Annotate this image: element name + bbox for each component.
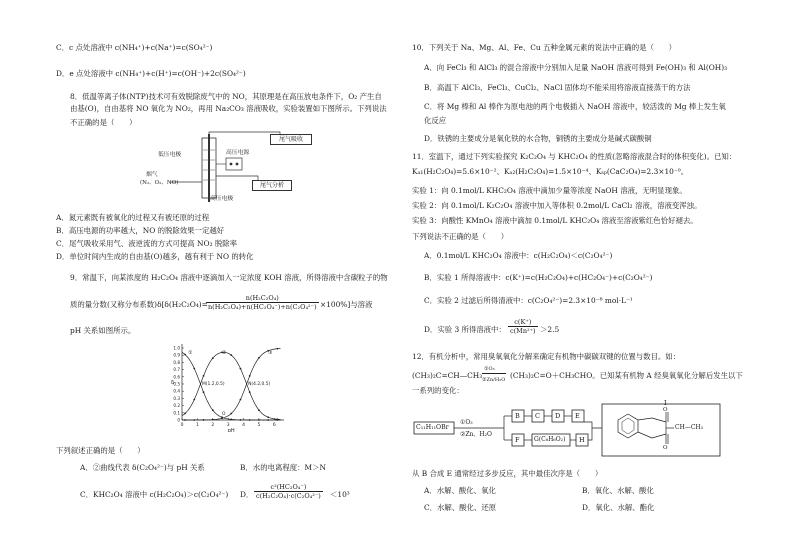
- compound-i: I: [664, 399, 667, 407]
- low-voltage-electrode-label: 低压电极: [158, 152, 182, 158]
- q12-reaction-scheme: [412, 398, 742, 460]
- chart-x-tick-label: 4: [242, 423, 245, 428]
- q12-reaction-arrow: [482, 373, 506, 374]
- q11-option-d-suffix: ＞2.5: [540, 325, 560, 334]
- chart-point-m-label: M(1.2,0.5): [202, 382, 225, 387]
- compound-f: F: [515, 436, 520, 444]
- compound-g: G(C₈H₆O₂): [534, 436, 566, 443]
- compound-b: B: [515, 412, 520, 420]
- q9-option-a: A．②曲线代表 δ(C₂O₄²⁻)与 pH 关系: [80, 463, 205, 472]
- compound-i-oxygen-bottom: O: [663, 445, 668, 451]
- q12-option-d: D．氧化、水解、酯化: [582, 503, 655, 512]
- q9-option-c: C．KHC₂O₄ 溶液中 c(H₂C₂O₄)＞c(C₂O₄²⁻): [80, 490, 229, 499]
- scheme-step-zinc: ②Zn、H₂O: [460, 431, 492, 438]
- q8-option-d: D．单位时间内生成的自由基(O)越多，越有利于 NO 的转化: [56, 252, 254, 261]
- q9-chart-svg: [168, 342, 288, 432]
- chart-y-tick-label: 0.7: [173, 367, 180, 373]
- q9-distribution-chart: [168, 342, 288, 432]
- q11-option-c: C．实验 2 过滤后所得清液中：c(C₂O₄²⁻)=2.3×10⁻⁸ mol·L⁻¹: [424, 296, 633, 305]
- chart-point: [212, 357, 214, 359]
- chart-y-axis-label: δ: [171, 380, 175, 386]
- q8-option-b: B．高压电源的功率越大，NO 的脱除效果一定越好: [56, 226, 225, 235]
- q10-option-c1: C．将 Mg 棒和 Al 棒作为原电池的两个电极插入 NaOH 溶液中，较活泼的 Mg 棒上发生氧: [424, 102, 726, 111]
- chart-point: [184, 419, 186, 421]
- chart-y-tick-label: 0.8: [173, 359, 180, 365]
- chart-x-tick-label: 3: [226, 423, 230, 428]
- chart-x-axis-label: pH: [227, 428, 235, 432]
- q12-question: 从 B 合成 E 通常经过多步反应，其中最佳次序是（ ）: [412, 469, 603, 478]
- q10-option-c2: 化反应: [424, 116, 447, 125]
- q8-stem-line2: 由基(O)，自由基将 NO 氧化为 NO₂，再用 Na₂CO₃ 溶液吸收，实验装置如下图所示。下列说法: [70, 104, 387, 113]
- chart-y-tick-label: 0.5: [173, 381, 180, 387]
- q9-d-denominator: c(H₂C₂O₄)·c(C₂O₄²⁻): [256, 492, 321, 500]
- chart-point-o-label: O: [222, 411, 226, 417]
- q8-option-a: A．氮元素既有被氧化的过程又有被还原的过程: [56, 213, 210, 222]
- chart-point: [240, 399, 242, 401]
- tail-gas-absorption-box: 尾气吸收: [270, 134, 312, 145]
- q9-delta-numerator: n(H₂C₂O₄): [206, 294, 319, 303]
- q11-d-denominator: c(Mn²⁺): [510, 327, 536, 335]
- chart-y-tick-label: 0: [177, 417, 180, 423]
- chart-point: [249, 419, 251, 421]
- chart-x-tick-label: 6: [272, 423, 276, 428]
- chart-curve-1-label: ①: [188, 349, 193, 356]
- chart-x-tick-label: 1: [195, 423, 199, 428]
- compound-c: C: [535, 412, 540, 420]
- chart-y-tick-label: 0.3: [173, 395, 180, 401]
- chart-x-tick-label: 2: [211, 423, 215, 428]
- chart-point: [184, 413, 186, 415]
- chart-point: [267, 419, 269, 421]
- q11-experiment-3: 实验 3：向酸性 KMnO₄ 溶液中滴加 0.1mol/L KHC₂O₄ 溶液至溶液紫红色恰好褪去。: [412, 216, 698, 225]
- chart-point: [193, 368, 195, 370]
- chart-point: [249, 391, 251, 393]
- chart-point: [212, 409, 214, 411]
- hv-electrode-label: 高压电极: [210, 196, 234, 202]
- chart-point: [240, 368, 242, 370]
- q9-stem-line2b: ×100%]与溶液: [320, 300, 373, 309]
- chart-point: [203, 391, 205, 393]
- compound-d: D: [555, 412, 561, 420]
- q9-stem-line3: pH 关系如图所示。: [70, 326, 136, 335]
- exhaust-gas-composition: (N₂、O₂、NO): [140, 180, 179, 186]
- compound-h: H: [579, 436, 585, 444]
- q12-example-reactant: (CH₃)₂C=CH—CH₃: [412, 371, 483, 380]
- chart-point: [203, 375, 205, 377]
- chart-point: [193, 399, 195, 401]
- hv-power-label: 高压电源: [226, 150, 250, 156]
- chart-x-tick-label: 0: [180, 423, 184, 428]
- q9-option-d-prefix: D．: [240, 490, 254, 499]
- q10-stem: 10．下列关于 Na、Mg、Al、Fe、Cu 五种金属元素的说法中正确的是（ ）: [412, 43, 677, 52]
- chart-x-tick-label: 5: [257, 423, 261, 428]
- q9-d-numerator: c²(HC₂O₄⁻): [254, 483, 323, 492]
- q12-arrow-bottom: ②Zn/H₂O: [482, 377, 506, 383]
- q9-option-d-suffix: ＜10³: [330, 490, 350, 499]
- chart-y-tick-label: 0.1: [173, 410, 180, 416]
- q8-option-c: C．尾气吸收采用气、液逆流的方式可提高 NO₂ 脱除率: [56, 239, 238, 248]
- q10-option-b: B．高温下 AlCl₃、FeCl₃、CuCl₂、NaCl 固体均不能采用将溶液直接蒸干的方法: [424, 83, 691, 92]
- chart-y-tick-label: 0.6: [173, 374, 180, 380]
- q9-option-d-fraction: [254, 483, 323, 500]
- tail-gas-analysis-box: 尾气分析: [252, 180, 292, 191]
- chart-point: [212, 419, 214, 421]
- chart-point: [221, 417, 223, 419]
- q11-experiment-2: 实验 2：向 0.1mol/L K₂C₂O₄ 溶液中加入等体积 0.2mol/L CaCl₂ 溶液，溶液变浑浊。: [412, 201, 702, 210]
- q7-option-d: D．e 点处溶液中 c(NH₄⁺)+c(H⁺)=c(OH⁻)+2c(SO₄²⁻): [56, 69, 246, 78]
- chart-point: [249, 375, 251, 377]
- q12-option-c: C．水解、酸化、还原: [424, 503, 497, 512]
- q8-stem-line1: 8．低温等离子体(NTP)技术可有效脱除废气中的 NO，其原理是在高压放电条件下，O₂ 产生自: [70, 92, 382, 101]
- q9-delta-denominator: n(H₂C₂O₄)+n(HC₂O₄⁻)+n(C₂O₄²⁻): [208, 303, 317, 311]
- compound-i-oxygen-top: O: [663, 407, 668, 413]
- chart-point: [267, 416, 269, 418]
- compound-i-side-chain: CH—CH₃: [675, 424, 704, 431]
- chart-y-tick-label: 0.2: [173, 403, 180, 409]
- q7-option-c: C．c 点处溶液中 c(NH₄⁺)+c(Na⁺)=c(SO₄²⁻): [56, 43, 213, 52]
- chart-point: [230, 418, 232, 420]
- q11-option-b: B．实验 1 所得溶液中：c(K⁺)=c(H₂C₂O₄)+c(HC₂O₄⁻)+c(C₂O₄²⁻): [424, 273, 653, 282]
- q12-arrow-top: ①O₃: [484, 366, 495, 372]
- q9-option-b: B．水的电离程度：M＞N: [240, 463, 326, 472]
- q12-example-products: (CH₃)₂C=O＋CH₃CHO。已知某有机物 A 经臭氧氧化分解后发生以下: [510, 371, 743, 380]
- q11-option-d-prefix: D．实验 3 所得溶液中：: [424, 325, 506, 334]
- chart-y-tick-label: 0.4: [173, 388, 180, 394]
- q8-apparatus-figure: [140, 130, 340, 210]
- chart-point: [276, 418, 278, 420]
- chart-point: [203, 419, 205, 421]
- q9-delta-fraction: [206, 294, 319, 311]
- chart-y-tick-label: 1.0: [173, 345, 180, 351]
- q11-option-a: A．0.1mol/L KHC₂O₄ 溶液中：c(H₂C₂O₄)＜c(C₂O₄²⁻): [424, 251, 613, 260]
- chart-y-tick-label: 0.9: [173, 352, 180, 358]
- q11-experiment-1: 实验 1：向 0.1mol/L KHC₂O₄ 溶液中滴加少量等浓度 NaOH 溶液，无明显现象。: [412, 186, 687, 195]
- chart-curve-2-label: ②: [222, 349, 227, 356]
- q11-question: 下列说法不正确的是（ ）: [412, 232, 509, 241]
- chart-point: [276, 348, 278, 350]
- chart-point: [230, 413, 232, 415]
- chart-point: [193, 419, 195, 421]
- scheme-step-ozone: ①O₃: [460, 419, 473, 426]
- chart-point: [258, 419, 260, 421]
- chart-point: [258, 409, 260, 411]
- q9-stem-line1: 9．常温下，向某浓度的 H₂C₂O₄ 溶液中逐滴加入一定浓度 KOH 溶液，所得溶液中含碳粒子的物: [70, 273, 388, 282]
- q9-question: 下列叙述正确的是（ ）: [56, 446, 145, 455]
- chart-point: [184, 354, 186, 356]
- compound-e: E: [575, 412, 580, 420]
- chart-curve-3-label: ③: [268, 349, 273, 356]
- q10-option-d: D．铁锈的主要成分是氧化铁的水合物，铜锈的主要成分是碱式碳酸铜: [424, 134, 652, 143]
- chart-point: [258, 357, 260, 359]
- compound-a-formula: C₁₁H₁₁OBr: [416, 424, 449, 431]
- q11-option-d-fraction: [508, 318, 538, 335]
- q12-option-b: B．氧化、水解、酸化: [582, 486, 654, 495]
- chart-point: [240, 419, 242, 421]
- q11-d-numerator: c(K⁺): [508, 318, 538, 327]
- q8-stem-line3: 不正确的是（ ）: [70, 118, 137, 127]
- q12-stem-line1: 12．有机分析中，常用臭氧氧化分解来确定有机物中碳碳双键的位置与数目。如：: [412, 352, 681, 361]
- q11-stem-line1: 11．室温下，通过下列实验探究 K₂C₂O₄ 与 KHC₂O₄ 的性质(忽略溶液混合时的体积变化)。已知：: [412, 152, 737, 161]
- q11-constants: Kₐ₁(H₂C₂O₄)=5.6×10⁻²、Kₐ₂(H₂C₂O₄)=1.5×10⁻⁴、Kₛₚ(CaC₂O₄)=2.3×10⁻⁹。: [412, 167, 689, 176]
- exhaust-gas-label: 烟气: [146, 172, 158, 178]
- q9-stem-line2a: 质的量分数(又称分布系数)δ[δ(H₂C₂O₄)=: [70, 300, 208, 309]
- chart-point-n-label: N(4.2,0.5): [248, 382, 271, 387]
- q10-option-a: A．向 FeCl₃ 和 AlCl₃ 的混合溶液中分别加入足量 NaOH 溶液可得到 Fe(OH)₃ 和 Al(OH)₃: [424, 63, 728, 72]
- q12-stem-line3: 一系列的变化：: [412, 386, 464, 395]
- q12-option-a: A．水解、酸化、氧化: [424, 486, 496, 495]
- chart-point: [230, 354, 232, 356]
